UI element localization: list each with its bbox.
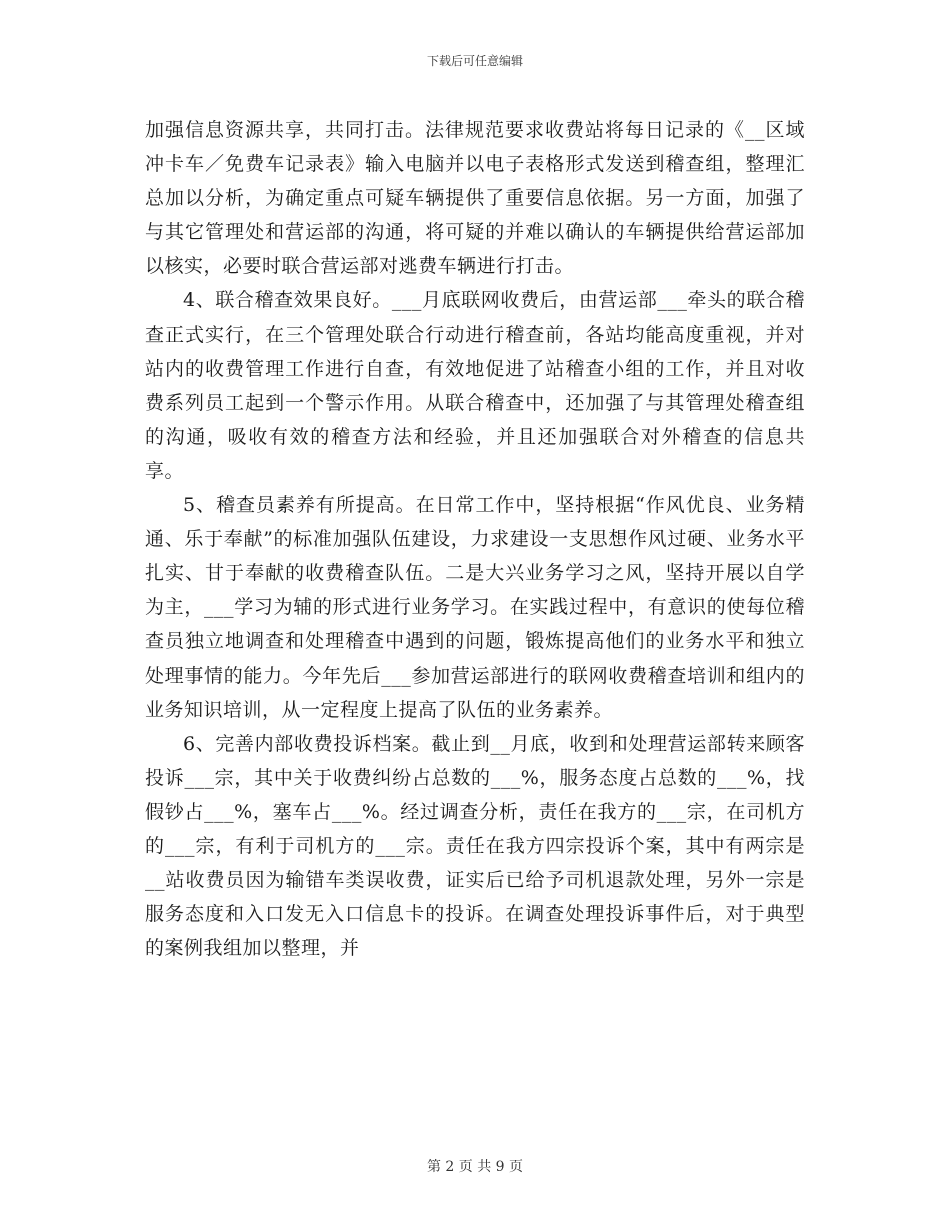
paragraph-complaint-archive: 6、完善内部收费投诉档案。截止到__月底，收到和处理营运部转来顾客投诉___宗，其中关于收费纠纷占总数的___%，服务态度占总数的___%，找假钞占___%，塞车占___%。经过调查分析，责任在我方的___宗，在司机方的___宗，有利于司机方的___宗。责任在我方四宗投诉个案，其中有两宗是__站收费员因为输错车类误收费，证实后已给予司机退款处理，另外一宗是服务态度和入口发无入口信息卡的投诉。在调查处理投诉事件后，对于典型的案例我组加以整理，并 <box>145 732 805 960</box>
page-footer: 第 2 页 共 9 页 <box>426 1159 524 1175</box>
paragraph-joint-inspection: 4、联合稽查效果良好。___月底联网收费后，由营运部___牵头的联合稽查正式实行，在三个管理处联合行动进行稽查前，各站均能高度重视，并对站内的收费管理工作进行自查，有效地促进了站稽查小组的工作，并且对收费系列员工起到一个警示作用。从联合稽查中，还加强了与其管理处稽查组的沟通，吸收有效的稽查方法和经验，并且还加强联合对外稽查的信息共享。 <box>145 289 805 482</box>
page-header: 下载后可任意编辑 <box>426 54 523 68</box>
body-text <box>145 113 805 965</box>
paragraph-inspector-quality: 5、稽查员素养有所提高。在日常工作中，坚持根据“作风优良、业务精通、乐于奉献”的标准加强队伍建设，力求建设一支思想作风过硬、业务水平扎实、甘于奉献的收费稽查队伍。二是大兴业务学习之风，坚持开展以自学为主，___学习为辅的形式进行业务学习。在实践过程中，有意识的使每位稽查员独立地调查和处理稽查中遇到的问题，锻炼提高他们的业务水平和独立处理事情的能力。今年先后___参加营运部进行的联网收费稽查培训和组内的业务知识培训，从一定程度上提高了队伍的业务素养。 <box>145 494 805 721</box>
paragraph-continuation: 加强信息资源共享，共同打击。法律规范要求收费站将每日记录的《__区域冲卡车／免费车记录表》输入电脑并以电子表格形式发送到稽查组，整理汇总加以分析，为确定重点可疑车辆提供了重要信息依据。另一方面，加强了与其它管理处和营运部的沟通，将可疑的并难以确认的车辆提供给营运部加以核实，必要时联合营运部对逃费车辆进行打击。 <box>145 119 805 278</box>
